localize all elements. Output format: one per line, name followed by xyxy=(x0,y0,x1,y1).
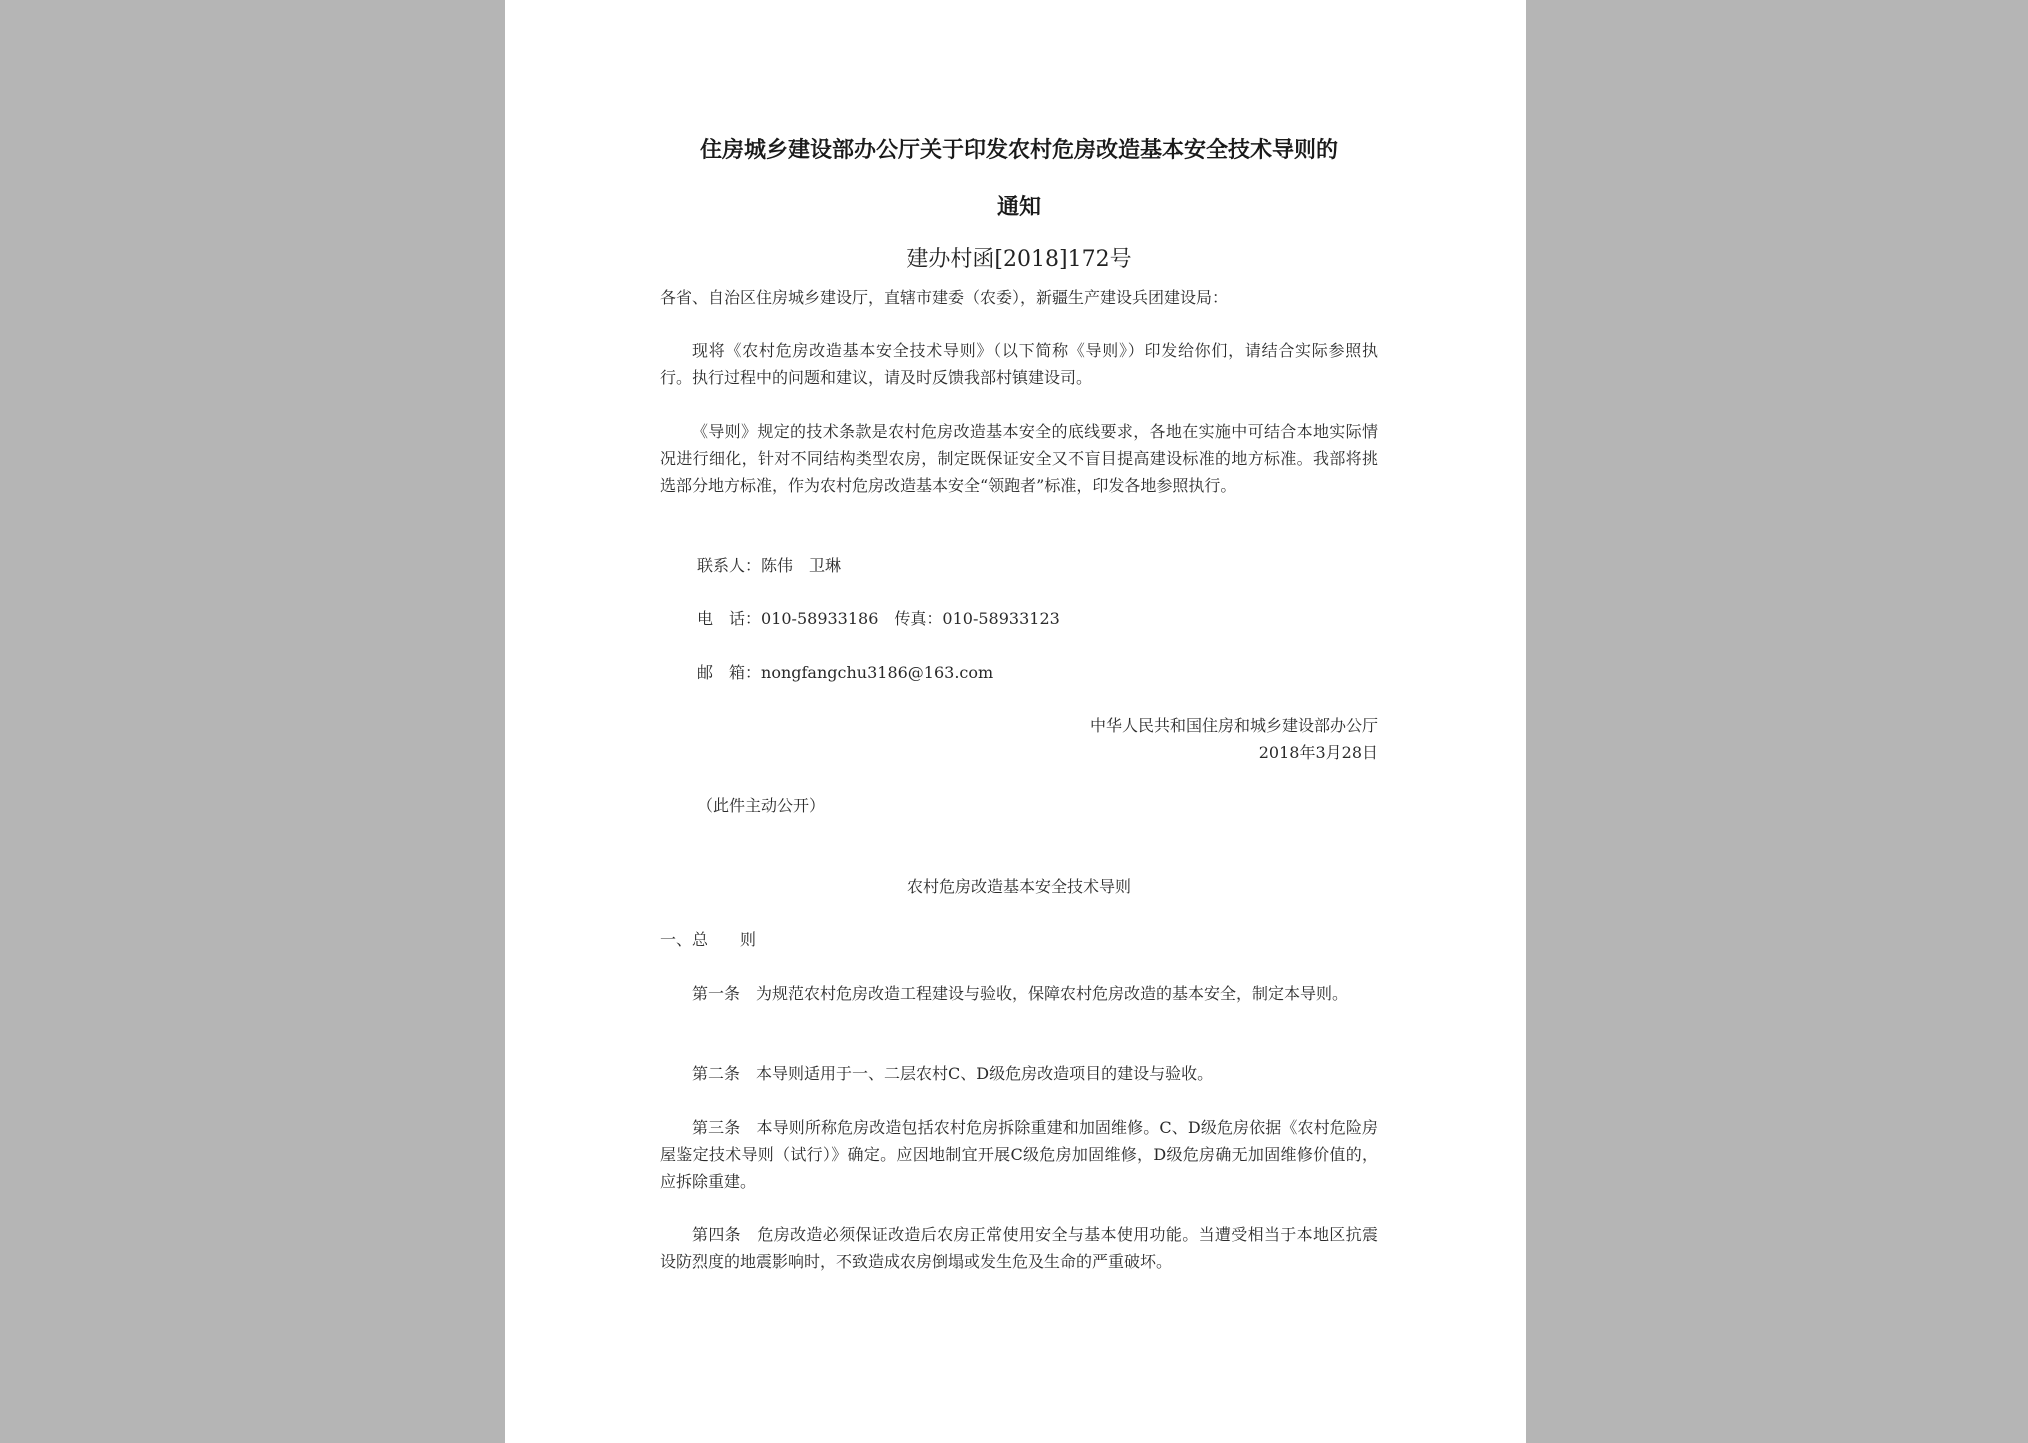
fax-label: 传真： xyxy=(894,609,943,628)
article-4: 第四条 危房改造必须保证改造后农房正常使用安全与基本使用功能。当遭受相当于本地区抗震设防烈度的地震影响时，不致造成农房倒塌或发生危及生命的严重破坏。 xyxy=(660,1225,1378,1271)
guideline-title: 农村危房改造基本安全技术导则 xyxy=(906,877,1131,896)
contact-label: 联系人： xyxy=(697,556,762,575)
article-2: 第二条 本导则适用于一、二层农村C、D级危房改造项目的建设与验收。 xyxy=(692,1064,1214,1083)
contact-names: 陈伟 卫琳 xyxy=(761,556,842,575)
disclosure-note: （此件主动公开） xyxy=(697,796,826,815)
document-title-line2: 通知 xyxy=(996,195,1041,220)
phone-number: 010-58933186 xyxy=(761,609,879,628)
article-1: 第一条 为规范农村危房改造工程建设与验收，保障农村危房改造的基本安全，制定本导则。 xyxy=(692,984,1349,1003)
paragraph-1: 现将《农村危房改造基本安全技术导则》（以下简称《导则》）印发给你们，请结合实际参照执行。执行过程中的问题和建议，请及时反馈我部村镇建设司。 xyxy=(660,341,1378,387)
article-3: 第三条 本导则所称危房改造包括农村危房拆除重建和加固维修。C、D级危房依据《农村危险房屋鉴定技术导则（试行）》确定。应因地制宜开展C级危房加固维修，D级危房确无加固维修价值的，应拆除重建。 xyxy=(660,1118,1378,1191)
document-title-line1: 住房城乡建设部办公厅关于印发农村危房改造基本安全技术导则的 xyxy=(699,138,1338,163)
email-address: nongfangchu3186@163.com xyxy=(761,663,994,682)
section-heading: 一、总 则 xyxy=(660,930,757,949)
phone-line xyxy=(697,605,1060,632)
phone-label: 电 话： xyxy=(697,609,762,628)
document-page xyxy=(505,0,1526,1443)
addressee: 各省、自治区住房城乡建设厅，直辖市建委（农委），新疆生产建设兵团建设局： xyxy=(660,288,1229,307)
email-label: 邮 箱： xyxy=(697,663,762,682)
email-line xyxy=(697,659,993,686)
issue-date: 2018年3月28日 xyxy=(1258,743,1378,762)
document-number: 建办村函[2018]172号 xyxy=(906,247,1132,272)
issuer: 中华人民共和国住房和城乡建设部办公厅 xyxy=(1089,716,1378,735)
contact-line xyxy=(697,552,841,579)
paragraph-2: 《导则》规定的技术条款是农村危房改造基本安全的底线要求，各地在实施中可结合本地实际情况进行细化，针对不同结构类型农房，制定既保证安全又不盲目提高建设标准的地方标准。我部将挑选部分地方标准，作为农村危房改造基本安全“领跑者”标准，印发各地参照执行。 xyxy=(660,422,1378,495)
fax-number: 010-58933123 xyxy=(942,609,1060,628)
